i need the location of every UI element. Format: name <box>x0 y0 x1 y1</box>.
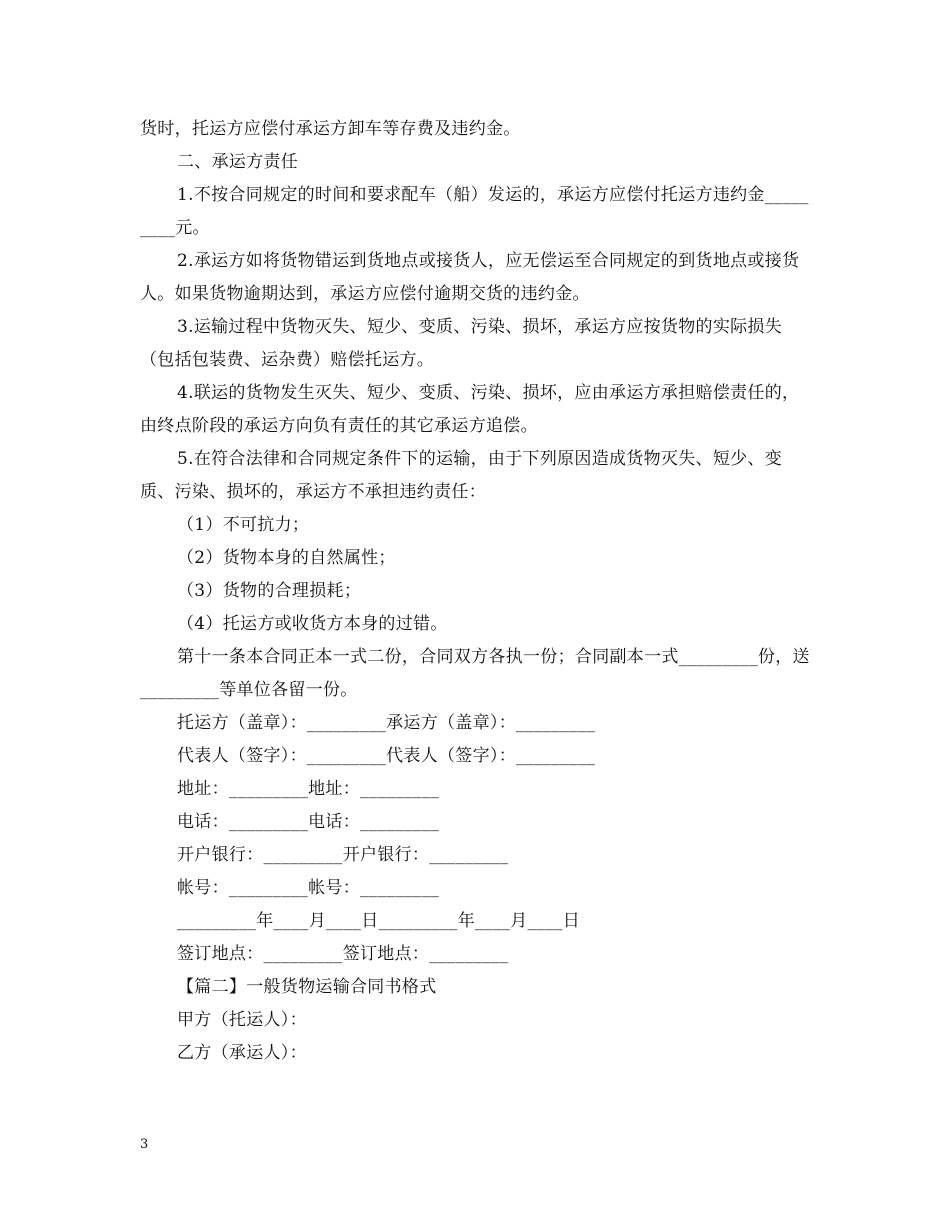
clause-5: 5.在符合法律和合同规定条件下的运输，由于下列原因造成货物灭失、短少、变质、污染、损坏的，承运方不承担违约责任： <box>140 449 783 502</box>
signature-line-place: 签订地点：_________签订地点：_________ <box>177 944 509 964</box>
subclause-1: （1）不可抗力； <box>177 515 310 535</box>
document-body <box>140 113 812 1070</box>
subclause-2: （2）货物本身的自然属性； <box>177 548 396 568</box>
party-a-line: 甲方（托运人）： <box>177 1010 307 1030</box>
signature-line-bank: 开户银行：_________开户银行：_________ <box>177 845 509 865</box>
signature-line-date: _________年____月____日_________年____月____日 <box>177 911 580 931</box>
article-11: 第十一条本合同正本一式二份，合同双方各执一份；合同副本一式_________份，送_________等单位各留一份。 <box>140 647 810 700</box>
clause-3: 3.运输过程中货物灭失、短少、变质、污染、损坏，承运方应按货物的实际损失（包括包装费、运杂费）赔偿托运方。 <box>140 317 783 370</box>
page-number: 3 <box>140 1137 149 1152</box>
signature-line-seal: 托运方（盖章）：_________承运方（盖章）：_________ <box>177 713 596 733</box>
section-title-part-two: 【篇二】一般货物运输合同书格式 <box>177 977 437 997</box>
paragraph-continuation: 货时，托运方应偿付承运方卸车等存费及违约金。 <box>140 119 521 139</box>
signature-line-account: 帐号：_________帐号：_________ <box>177 878 440 898</box>
clause-4: 4.联运的货物发生灭失、短少、变质、污染、损坏，应由承运方承担赔偿责任的，由终点阶段的承运方向负有责任的其它承运方追偿。 <box>140 383 800 436</box>
signature-line-address: 地址：_________地址：_________ <box>177 779 440 799</box>
section-heading-carrier-liability: 二、承运方责任 <box>177 152 299 172</box>
clause-2: 2.承运方如将货物错运到货地点或接货人，应无偿运至合同规定的到货地点或接货人。如果货物逾期达到，承运方应偿付逾期交货的违约金。 <box>140 251 800 304</box>
party-b-line: 乙方（承运人）： <box>177 1043 307 1063</box>
signature-line-phone: 电话：_________电话：_________ <box>177 812 440 832</box>
subclause-3: （3）货物的合理损耗； <box>177 581 362 601</box>
signature-line-representative: 代表人（签字）：_________代表人（签字）：_________ <box>177 746 596 766</box>
subclause-4: （4）托运方或收货方本身的过错。 <box>177 614 448 634</box>
clause-1: 1.不按合同规定的时间和要求配车（船）发运的，承运方应偿付托运方违约金_________元。 <box>140 185 809 238</box>
